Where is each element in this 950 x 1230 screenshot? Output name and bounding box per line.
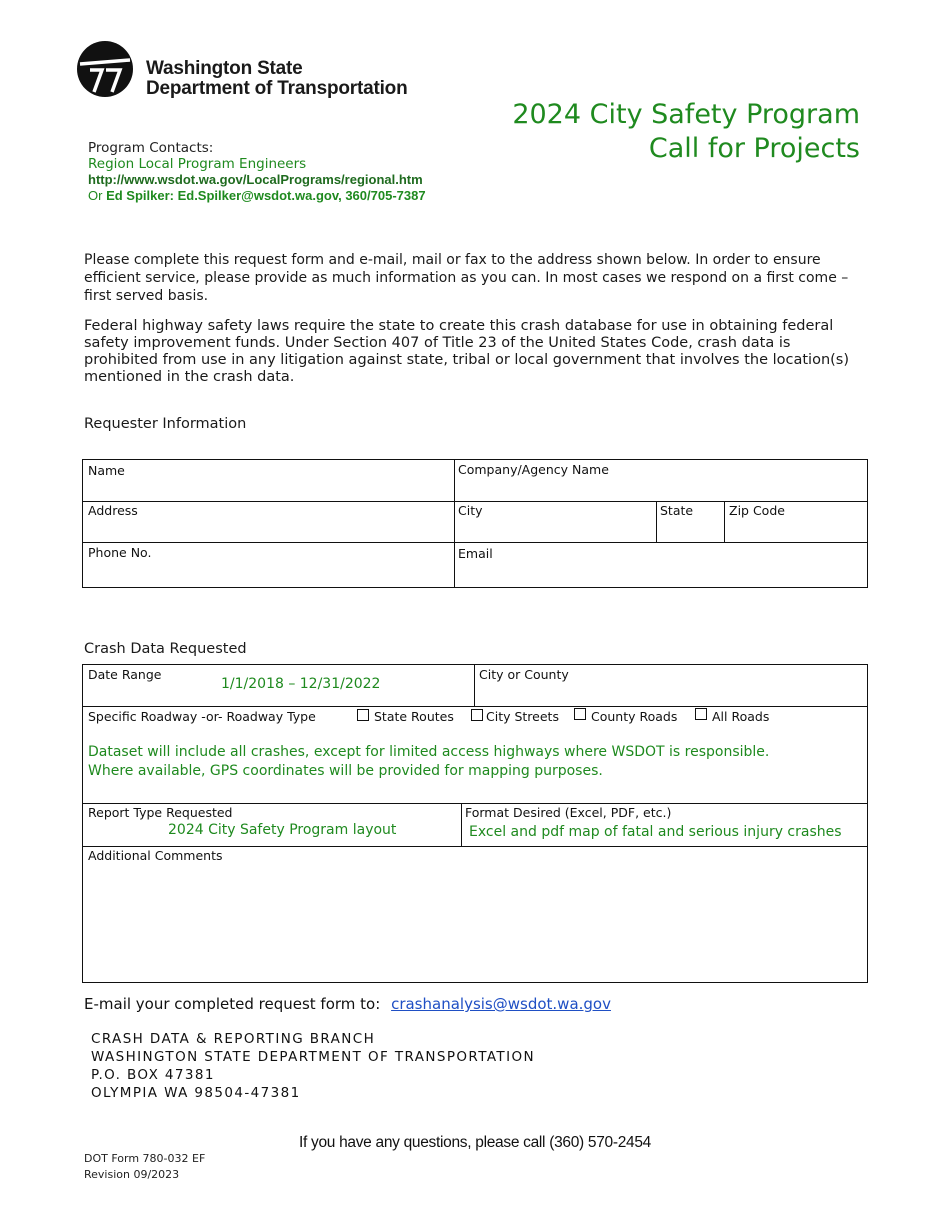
report-type-value: 2024 City Safety Program layout	[168, 822, 397, 838]
email-field[interactable]	[455, 543, 867, 587]
city-streets-checkbox[interactable]	[471, 709, 483, 721]
phone-label: Phone No.	[88, 545, 152, 560]
title-line1: 2024 City Safety Program	[512, 99, 860, 130]
questions-line: If you have any questions, please call (360) 570-2454	[298, 1134, 652, 1151]
dataset-note-1: Dataset will include all crashes, except for limited access highways where WSDOT is responsible.	[88, 744, 770, 760]
comments-label: Additional Comments	[88, 848, 223, 863]
wsdot-logo-icon	[76, 40, 134, 98]
report-type-field[interactable]	[83, 804, 461, 846]
title-line2: Call for Projects	[648, 133, 860, 164]
roadway-label: Specific Roadway -or- Roadway Type	[88, 709, 316, 724]
format-field[interactable]	[462, 804, 867, 846]
county-roads-label: County Roads	[591, 709, 678, 724]
city-label: City	[458, 503, 483, 518]
wsdot-logo	[76, 40, 456, 102]
report-type-label: Report Type Requested	[88, 805, 233, 820]
state-routes-label: State Routes	[374, 709, 454, 724]
contacts-alt-name[interactable]: Ed Spilker: Ed.Spilker@wsdot.wa.gov, 360/705-7387	[106, 188, 426, 203]
email-prompt: E-mail your completed request form to:	[84, 995, 381, 1013]
page-title	[470, 98, 860, 166]
form-revision: Revision 09/2023	[84, 1168, 180, 1181]
requester-section-label: Requester Information	[84, 416, 247, 432]
format-label: Format Desired (Excel, PDF, etc.)	[465, 805, 672, 820]
address-label: Address	[88, 503, 138, 518]
mailing-address	[91, 1030, 535, 1102]
org-name-line1: Washington State	[146, 58, 303, 79]
contacts-heading: Program Contacts:	[88, 140, 214, 156]
org-name-line2: Department of Transportation	[146, 78, 408, 99]
state-routes-checkbox[interactable]	[357, 709, 369, 721]
company-field[interactable]	[455, 460, 867, 501]
all-roads-label: All Roads	[712, 709, 770, 724]
form-number: DOT Form 780-032 EF	[84, 1152, 206, 1165]
state-label: State	[660, 503, 694, 518]
city-field[interactable]	[455, 502, 656, 542]
requester-table	[82, 459, 868, 588]
name-field[interactable]	[83, 460, 454, 501]
address-field[interactable]	[83, 502, 454, 542]
date-range-field[interactable]	[83, 665, 474, 706]
all-roads-checkbox[interactable]	[695, 708, 707, 720]
contacts-url-link[interactable]: http://www.wsdot.wa.gov/LocalPrograms/regional.htm	[88, 172, 423, 187]
contacts-alt-prefix: Or	[88, 188, 107, 203]
company-label: Company/Agency Name	[458, 462, 609, 477]
instructions-paragraph: Please complete this request form and e-mail, mail or fax to the address shown below. In order to ensure efficient service, please provide as much information as you can. In most cases we respond on a first come – first served basis.	[84, 252, 849, 304]
state-field[interactable]	[657, 502, 724, 542]
email-label: Email	[458, 546, 493, 561]
crash-data-table	[82, 664, 868, 983]
name-label: Name	[88, 463, 125, 478]
program-contacts	[88, 140, 426, 204]
date-range-label: Date Range	[88, 667, 162, 682]
address-line3: P.O. BOX 47381	[91, 1067, 215, 1083]
dataset-note-2: Where available, GPS coordinates will be provided for mapping purposes.	[88, 763, 603, 779]
comments-field[interactable]	[83, 847, 867, 982]
form-footer	[84, 1151, 205, 1183]
city-county-field[interactable]	[475, 665, 867, 706]
legal-paragraph: Federal highway safety laws require the state to create this crash database for use in obtaining federal safety improvement funds. Under Section 407 of Title 23 of the United States Code, crash data is prohibited from use in any litigation against state, tribal or local government that involves the location(s) mentioned in the crash data.	[84, 318, 850, 385]
zip-field[interactable]	[725, 502, 867, 542]
contacts-region-engineers: Region Local Program Engineers	[88, 156, 307, 172]
address-line4: OLYMPIA WA 98504-47381	[91, 1085, 301, 1101]
roadway-field	[83, 707, 867, 803]
address-line2: WASHINGTON STATE DEPARTMENT OF TRANSPORTATION	[91, 1049, 535, 1065]
date-range-value: 1/1/2018 – 12/31/2022	[221, 676, 381, 692]
address-line1: CRASH DATA & REPORTING BRANCH	[91, 1031, 376, 1047]
phone-field[interactable]	[83, 543, 454, 587]
contacts-alt-contact	[88, 188, 426, 204]
county-roads-checkbox[interactable]	[574, 708, 586, 720]
submit-email-line	[84, 995, 611, 1013]
city-county-label: City or County	[479, 667, 569, 682]
zip-label: Zip Code	[729, 503, 785, 518]
format-value: Excel and pdf map of fatal and serious injury crashes	[469, 824, 842, 840]
email-link[interactable]: crashanalysis@wsdot.wa.gov	[391, 995, 611, 1013]
crash-section-label: Crash Data Requested	[84, 641, 247, 657]
city-streets-label: City Streets	[486, 709, 559, 724]
